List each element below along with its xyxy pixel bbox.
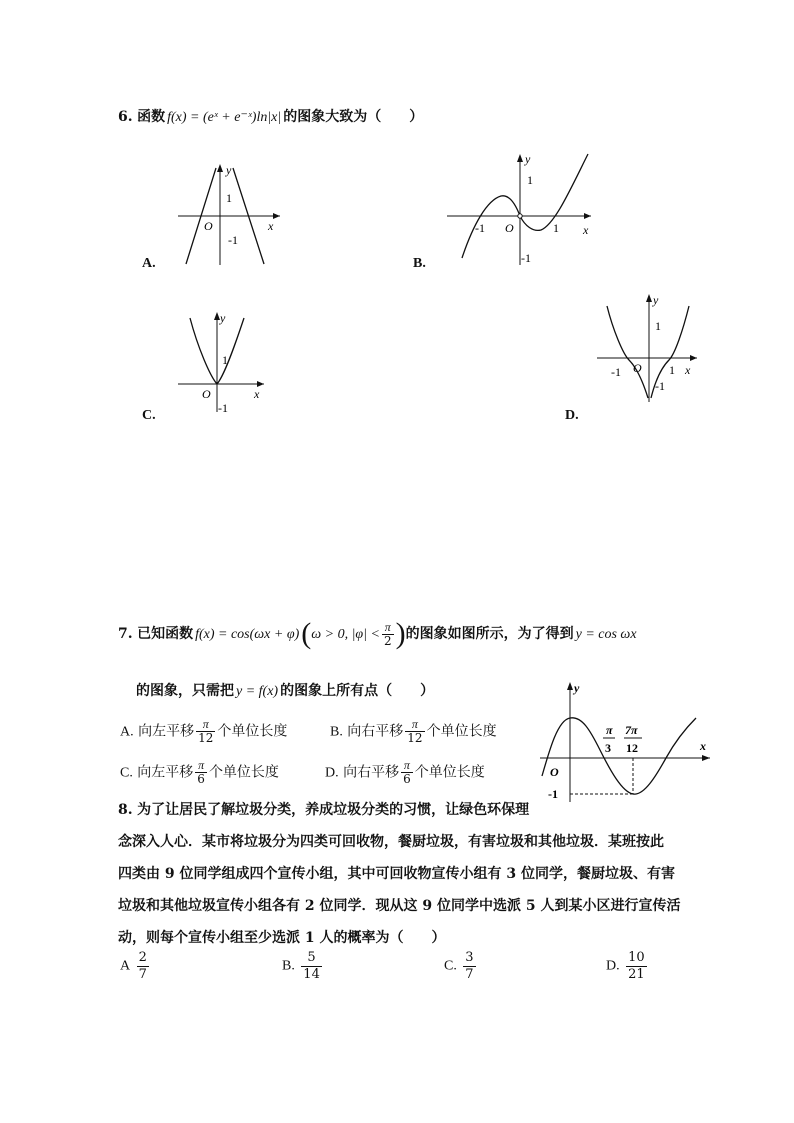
- q7-option-a-num: π: [196, 718, 215, 732]
- q6a-tick-1: 1: [226, 191, 232, 205]
- q7g-pi3-num: π: [606, 723, 613, 737]
- q7-option-c-den: 6: [197, 772, 205, 786]
- q6-option-b-label: B.: [413, 256, 426, 271]
- q8-option-c-den: 7: [465, 967, 474, 982]
- q6d-x-m1: -1: [611, 365, 621, 379]
- q7g-x-label: x: [700, 739, 706, 753]
- q6-graph-b: [445, 150, 595, 268]
- q8-option-a-key: A: [120, 958, 131, 974]
- q7-cond-num: π: [382, 621, 394, 635]
- q7-option-b-text: 向右平移: [347, 723, 404, 740]
- q7-option-c-num: π: [195, 759, 207, 773]
- q7-line2-formula: y = f(x): [236, 684, 279, 699]
- q6c-x-label: x: [254, 387, 260, 401]
- q7-option-d-key: D.: [325, 765, 339, 781]
- q7-option-c-key: C.: [120, 765, 133, 781]
- q6-stem-suffix: 的图象大致为（ ）: [283, 109, 424, 125]
- q8-option-d-key: D.: [606, 958, 620, 974]
- q7g-7pi12-num: 7π: [625, 723, 638, 737]
- q7-option-a-den: 12: [198, 731, 214, 745]
- q7-number: 7.: [118, 626, 133, 642]
- q6b-tick-1: 1: [527, 173, 533, 187]
- q6d-x-label: x: [685, 363, 691, 377]
- q7-option-a-text: 向左平移: [138, 723, 195, 740]
- q7-option-d-text: 向右平移: [343, 764, 400, 781]
- q6-option-d-label: D.: [565, 408, 579, 423]
- q6-graph-a: [170, 160, 285, 270]
- q7-option-b-unit: 个单位长度: [426, 723, 497, 740]
- q7-stem-line2: [136, 680, 434, 700]
- q8-line4: 垃圾和其他垃圾宣传小组各有 2 位同学．现从这 9 位同学中选派 5 人到某小区进行宣传活: [118, 898, 681, 914]
- q8-option-d-den: 21: [628, 967, 645, 982]
- q6b-tick-m1: -1: [521, 251, 531, 265]
- q8-number: 8.: [118, 802, 133, 818]
- q6d-origin: O: [633, 361, 642, 375]
- q6-graph-d: [593, 290, 703, 410]
- q7-stem-line1: 7. 已知函数 f(x) = cos(ωx + φ)(ω > 0, |φ| < $\frac{\pi}{2}$ )的图象如图所示，为了得到 y = cos ωx: [118, 617, 637, 650]
- q8-option-c-num: 3: [465, 950, 474, 965]
- q6c-y-label: y: [220, 311, 226, 325]
- q8-line5: 动，则每个宣传小组至少选派 1 人的概率为（ ）: [118, 930, 446, 946]
- q7-option-c[interactable]: [120, 759, 279, 786]
- q8-line2: 念深入人心．某市将垃圾分为四类可回收物，餐厨垃圾，有害垃圾和其他垃圾．某班按此: [118, 834, 664, 850]
- q7g-y-label: y: [574, 681, 580, 695]
- q7g-7pi12-den: 12: [626, 741, 638, 755]
- q8-text-line1: 为了让居民了解垃圾分类，养成垃圾分类的习惯，让绿色环保理: [137, 802, 530, 818]
- q8-option-a[interactable]: [120, 950, 151, 983]
- q6a-origin: O: [204, 219, 213, 233]
- q6-option-a-label: A.: [142, 256, 156, 271]
- q7-option-d-num: π: [401, 759, 413, 773]
- q8-option-b-den: 14: [303, 967, 320, 982]
- q6b-origin: O: [505, 221, 514, 235]
- q7-line2-a: 的图象，只需把: [136, 683, 234, 699]
- q7-stem-a: 已知函数: [137, 626, 194, 642]
- q6b-x-m1: -1: [475, 221, 485, 235]
- q8-line3: 四类由 9 位同学组成四个宣传小组，其中可回收物宣传小组有 3 位同学，餐厨垃圾、有害: [118, 866, 675, 882]
- q7-graph: [536, 678, 716, 806]
- q7g-pi3-den: 3: [605, 741, 611, 755]
- q8-option-d[interactable]: [606, 950, 649, 983]
- q6d-x-1: 1: [669, 363, 675, 377]
- q7-option-a-key: A.: [120, 724, 134, 740]
- q6c-tick-m1: -1: [218, 401, 228, 415]
- q6-stem: [118, 106, 423, 126]
- q7-stem-b: 的图象如图所示，为了得到: [405, 626, 574, 642]
- q6c-tick-1: 1: [222, 353, 228, 367]
- q6-option-c-label: C.: [142, 408, 156, 423]
- q8-line1: [118, 794, 529, 826]
- q8-option-c[interactable]: [444, 950, 478, 983]
- q6-stem-prefix: 函数: [137, 109, 166, 125]
- q6d-tick-m1: -1: [655, 379, 665, 393]
- q6c-origin: O: [202, 387, 211, 401]
- q8-option-b-num: 5: [301, 950, 322, 967]
- q6d-tick-1: 1: [655, 319, 661, 333]
- q7-option-c-text: 向左平移: [137, 764, 194, 781]
- q6d-y-label: y: [653, 293, 659, 307]
- q7-cond-den: 2: [383, 633, 392, 648]
- q6b-x-1: 1: [553, 221, 559, 235]
- q6-number: 6.: [118, 109, 133, 125]
- q7-option-b-key: B.: [330, 724, 343, 740]
- q6-graph-c: [172, 308, 272, 418]
- q7g-origin: O: [550, 765, 559, 779]
- q7-option-b[interactable]: [330, 718, 497, 745]
- q7-condition: ω > 0, |φ| <: [311, 627, 380, 642]
- q8-option-a-den: 7: [138, 967, 147, 982]
- q6a-x-label: x: [268, 219, 274, 233]
- q7-line2-b: 的图象上所有点（ ）: [280, 683, 435, 699]
- q7-formula: f(x) = cos(ωx + φ): [195, 627, 300, 642]
- q7-option-d-unit: 个单位长度: [414, 764, 485, 781]
- q7-option-a-unit: 个单位长度: [217, 723, 288, 740]
- q7-option-d-den: 6: [403, 772, 411, 786]
- q8-option-a-num: 2: [138, 950, 147, 965]
- q7-option-d[interactable]: [325, 759, 485, 786]
- q6a-y-label: y: [226, 163, 232, 177]
- q7-option-b-num: π: [405, 718, 424, 732]
- q7g-m1: -1: [548, 787, 558, 801]
- q6b-y-label: y: [525, 152, 531, 166]
- q6b-x-label: x: [583, 223, 589, 237]
- q8-option-b-key: B.: [282, 958, 295, 974]
- q8-option-d-num: 10: [628, 950, 645, 965]
- q6a-tick-m1: -1: [228, 233, 238, 247]
- q7-option-b-den: 12: [407, 731, 423, 745]
- q7-target: y = cos ωx: [575, 627, 637, 642]
- q8-option-b[interactable]: [282, 950, 324, 983]
- q8-option-c-key: C.: [444, 958, 457, 974]
- q7-option-c-unit: 个单位长度: [208, 764, 279, 781]
- q7-option-a[interactable]: [120, 718, 287, 745]
- q6-formula: f(x) = (eˣ + e⁻ˣ)ln|x|: [167, 110, 282, 125]
